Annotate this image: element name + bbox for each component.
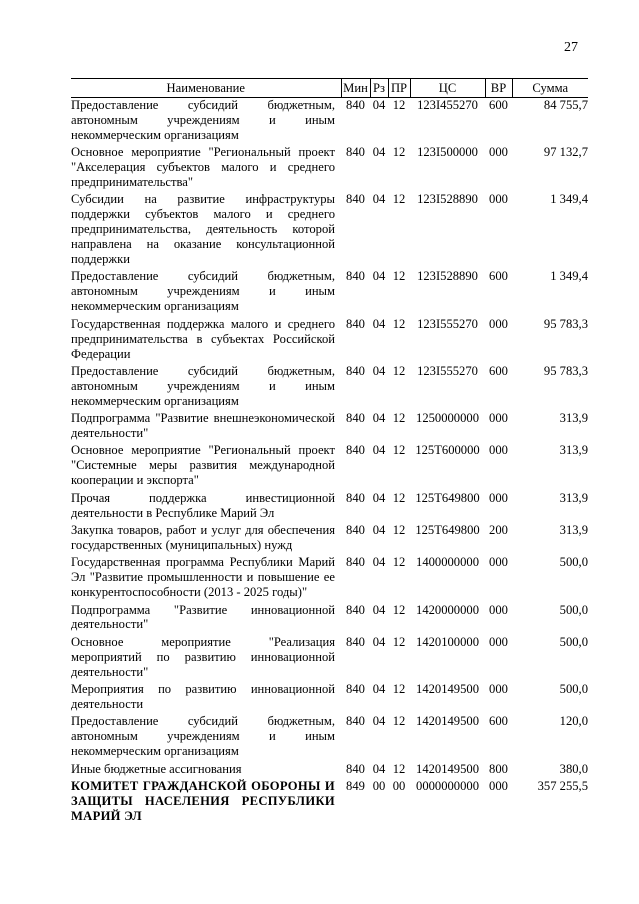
table-row: [71, 762, 588, 779]
cell-name: Подпрограмма "Развитие внешнеэкономической деятельности": [71, 411, 335, 441]
cell-name: Предоставление субсидий бюджетным, автономным учреждениям и иным некоммерческим организациям: [71, 714, 335, 759]
cell-vr: 000: [489, 490, 508, 505]
cell-vr: 000: [489, 555, 508, 570]
cell-name: Основное мероприятие "Региональный проект "Системные меры развития международной кооперации и экспорта": [71, 443, 335, 488]
cell-rz: 04: [372, 98, 386, 112]
cell-pr: 12: [392, 602, 406, 617]
cell-name: Предоставление субсидий бюджетным, автономным учреждениям и иным некоммерческим организациям: [71, 363, 335, 408]
cell-pr: 12: [392, 269, 406, 284]
cell-min: 840: [346, 192, 365, 207]
cell-name: Предоставление субсидий бюджетным, автономным учреждениям и иным некоммерческим организациям: [71, 98, 335, 142]
cell-pr: 12: [392, 761, 406, 776]
cell-cs: 1420149500: [416, 761, 479, 776]
cell-cs: 123I555270: [417, 363, 478, 378]
table-row: [71, 682, 588, 714]
cell-vr: 600: [489, 269, 508, 284]
table-row: [71, 364, 588, 411]
cell-min: 840: [346, 443, 365, 458]
header-rz: Рз: [370, 79, 388, 98]
cell-vr: 200: [489, 522, 508, 537]
cell-name: Предоставление субсидий бюджетным, автономным учреждениям и иным некоммерческим организациям: [71, 269, 335, 314]
cell-sum: 313,9: [559, 490, 588, 505]
cell-name: Иные бюджетные ассигнования: [71, 761, 242, 776]
cell-sum: 1 349,4: [550, 269, 588, 284]
cell-rz: 04: [372, 411, 386, 426]
cell-rz: 04: [372, 145, 386, 160]
cell-cs: 125T649800: [415, 490, 480, 505]
cell-name: Субсидии на развитие инфраструктуры поддержки субъектов малого и среднего предпринимательства, деятельность которой направлена на оказание консультационной поддержки: [71, 192, 335, 267]
table-row: [71, 635, 588, 682]
header-name: Наименование: [71, 79, 341, 98]
table-row: [71, 192, 588, 269]
table-row: [71, 269, 588, 316]
cell-cs: 123I528890: [417, 192, 478, 207]
cell-sum: 500,0: [559, 555, 588, 570]
cell-vr: 000: [489, 443, 508, 458]
cell-sum: 84 755,7: [543, 98, 588, 112]
cell-name: Закупка товаров, работ и услуг для обеспечения государственных (муниципальных) нужд: [71, 522, 335, 552]
cell-min: 840: [346, 522, 365, 537]
cell-cs: 123I528890: [417, 269, 478, 284]
table-row: [71, 603, 588, 635]
cell-cs: 123I555270: [417, 316, 478, 331]
cell-min: 840: [346, 682, 365, 697]
cell-min: 840: [346, 555, 365, 570]
cell-name: Государственная программа Республики Марий Эл "Развитие промышленности и повышение ее конкурентоспособности (2013 - 2025 годы)": [71, 555, 335, 600]
cell-pr: 12: [392, 682, 406, 697]
cell-sum: 313,9: [559, 522, 588, 537]
cell-min: 840: [346, 145, 365, 160]
cell-vr: 000: [489, 192, 508, 207]
cell-min: 840: [346, 490, 365, 505]
table-row: [71, 145, 588, 192]
cell-vr: 600: [489, 363, 508, 378]
cell-min: 840: [346, 98, 365, 112]
cell-min: 840: [346, 602, 365, 617]
cell-rz: 04: [372, 192, 386, 207]
cell-sum: 1 349,4: [550, 192, 588, 207]
cell-sum: 95 783,3: [543, 316, 588, 331]
cell-cs: 1420000000: [416, 602, 479, 617]
cell-rz: 04: [372, 522, 386, 537]
cell-vr: 800: [489, 761, 508, 776]
cell-sum: 500,0: [559, 634, 588, 649]
table-row: [71, 317, 588, 364]
cell-pr: 12: [392, 443, 406, 458]
cell-name: Мероприятия по развитию инновационной деятельности: [71, 682, 335, 711]
cell-name: Основное мероприятие "Реализация мероприятий по развитию инновационной деятельности": [71, 634, 335, 679]
table-row: [71, 555, 588, 602]
cell-cs: 1420149500: [416, 682, 479, 697]
cell-rz: 04: [372, 316, 386, 331]
cell-min: 840: [346, 316, 365, 331]
budget-table: [71, 78, 588, 826]
cell-vr: 000: [489, 316, 508, 331]
cell-vr: 000: [489, 411, 508, 426]
cell-cs: 1420149500: [416, 714, 479, 729]
cell-pr: 12: [392, 634, 406, 649]
header-vr: ВР: [485, 79, 512, 98]
cell-sum: 500,0: [559, 682, 588, 697]
cell-pr: 12: [392, 363, 406, 378]
cell-pr: 12: [392, 411, 406, 426]
cell-sum: 313,9: [559, 411, 588, 426]
cell-name: Подпрограмма "Развитие инновационной деятельности": [71, 602, 335, 632]
cell-min: 840: [346, 714, 365, 729]
table-row: [71, 779, 588, 826]
table-row: [71, 411, 588, 443]
header-sum: Сумма: [512, 79, 588, 98]
cell-pr: 12: [392, 98, 406, 112]
table-body: [71, 98, 588, 827]
cell-rz: 04: [372, 490, 386, 505]
cell-sum: 500,0: [559, 602, 588, 617]
table-row: [71, 523, 588, 555]
cell-name: Основное мероприятие "Региональный проект "Акселерация субъектов малого и среднего предпринимательства": [71, 145, 335, 190]
cell-sum: 120,0: [559, 714, 588, 729]
cell-min: 840: [346, 411, 365, 426]
cell-cs: 125T600000: [415, 443, 480, 458]
cell-rz: 04: [372, 761, 386, 776]
table-header-row: [71, 79, 588, 98]
header-cs: ЦС: [410, 79, 485, 98]
cell-rz: 04: [372, 269, 386, 284]
cell-cs: 125T649800: [415, 522, 480, 537]
cell-pr: 12: [392, 714, 406, 729]
cell-sum: 95 783,3: [543, 363, 588, 378]
cell-vr: 000: [489, 682, 508, 697]
cell-min: 840: [346, 761, 365, 776]
table-row: [71, 714, 588, 761]
table-row: [71, 443, 588, 490]
cell-min: 840: [346, 634, 365, 649]
cell-rz: 04: [372, 602, 386, 617]
cell-vr: 000: [489, 602, 508, 617]
cell-sum: 380,0: [559, 761, 588, 776]
cell-min: 849: [346, 778, 365, 793]
cell-sum: 357 255,5: [537, 778, 588, 793]
header-pr: ПР: [388, 79, 410, 98]
cell-rz: 04: [372, 363, 386, 378]
cell-cs: 1420100000: [416, 634, 479, 649]
cell-pr: 00: [392, 778, 406, 793]
cell-rz: 04: [372, 634, 386, 649]
cell-rz: 04: [372, 682, 386, 697]
cell-cs: 123I500000: [417, 145, 478, 160]
cell-cs: 1400000000: [416, 555, 479, 570]
table-row: [71, 98, 588, 146]
cell-vr: 600: [489, 98, 508, 112]
cell-pr: 12: [392, 555, 406, 570]
cell-rz: 00: [372, 778, 386, 793]
cell-pr: 12: [392, 522, 406, 537]
cell-cs: 123I455270: [417, 98, 478, 112]
cell-rz: 04: [372, 443, 386, 458]
cell-vr: 000: [489, 778, 508, 793]
cell-min: 840: [346, 363, 365, 378]
cell-rz: 04: [372, 714, 386, 729]
cell-cs: 1250000000: [416, 411, 479, 426]
page-number: 27: [564, 40, 578, 55]
cell-name: КОМИТЕТ ГРАЖДАНСКОЙ ОБОРОНЫ И ЗАЩИТЫ НАСЕЛЕНИЯ РЕСПУБЛИКИ МАРИЙ ЭЛ: [71, 778, 335, 823]
cell-rz: 04: [372, 555, 386, 570]
cell-vr: 000: [489, 145, 508, 160]
cell-pr: 12: [392, 316, 406, 331]
cell-min: 840: [346, 269, 365, 284]
cell-pr: 12: [392, 145, 406, 160]
cell-name: Государственная поддержка малого и среднего предпринимательства в субъектах Российской Федерации: [71, 316, 335, 361]
table-row: [71, 491, 588, 523]
cell-pr: 12: [392, 192, 406, 207]
cell-name: Прочая поддержка инвестиционной деятельности в Республике Марий Эл: [71, 490, 335, 520]
cell-cs: 0000000000: [416, 778, 479, 793]
cell-vr: 600: [489, 714, 508, 729]
cell-sum: 97 132,7: [543, 145, 588, 160]
header-min: Мин: [341, 79, 370, 98]
cell-sum: 313,9: [559, 443, 588, 458]
cell-vr: 000: [489, 634, 508, 649]
cell-pr: 12: [392, 490, 406, 505]
